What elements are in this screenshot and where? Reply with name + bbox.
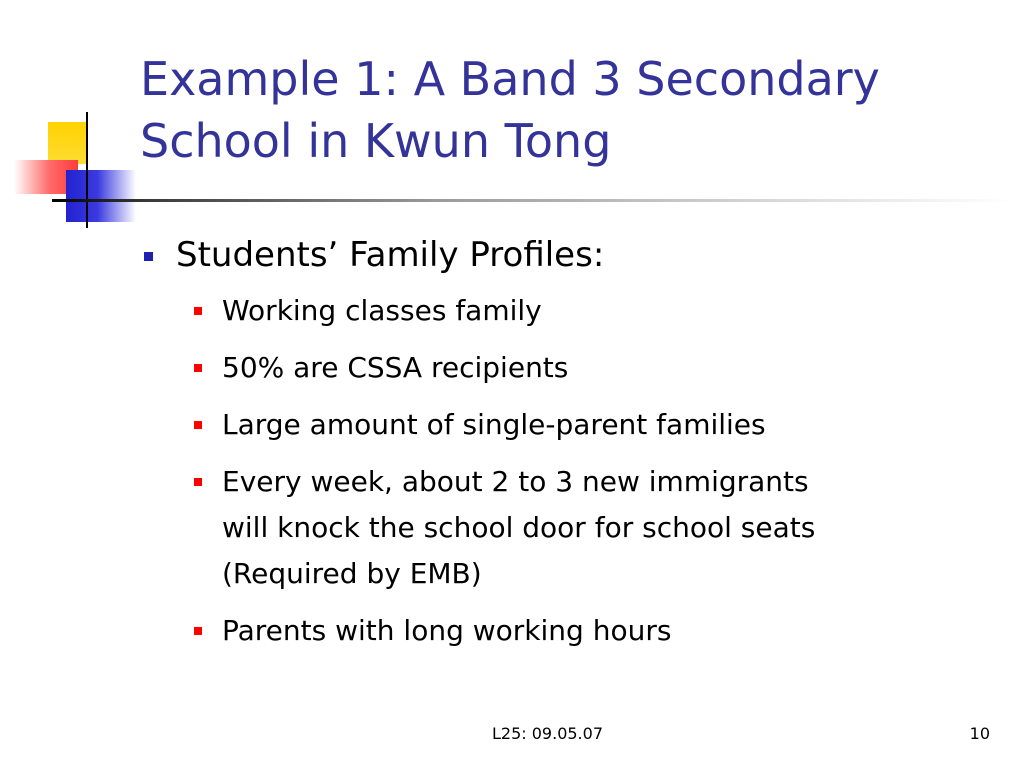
sub-bullet-item (222, 402, 1000, 448)
sub-bullet-text: Working classes family (222, 294, 542, 327)
slide-body (140, 232, 1000, 665)
slide-title-line-1: Example 1: A Band 3 Secondary (140, 52, 880, 106)
red-square-bullet-icon (194, 421, 202, 429)
sub-bullet-item (222, 288, 1000, 334)
title-underline-rule (52, 199, 1012, 202)
sub-bullet-item (222, 608, 1000, 654)
slide-title-line-2: School in Kwun Tong (140, 114, 612, 168)
slide-title (140, 48, 1000, 172)
slide-page-number: 10 (969, 724, 990, 743)
sub-bullet-text: Large amount of single-parent families (222, 408, 766, 441)
sub-bullet-item (222, 459, 1000, 597)
red-square-bullet-icon (194, 627, 202, 635)
sub-bullet-item (222, 345, 1000, 391)
red-square-bullet-icon (194, 478, 202, 486)
square-bullet-icon (144, 252, 153, 261)
sub-bullet-list (140, 288, 1000, 654)
sub-bullet-text: 50% are CSSA recipients (222, 351, 569, 384)
footer-date-label: L25: 09.05.07 (492, 724, 603, 743)
decorative-yellow-square (48, 122, 86, 164)
sub-bullet-text-line-2: will knock the school door for school seats (222, 511, 816, 544)
sub-bullet-text-line-3: (Required by EMB) (222, 557, 482, 590)
sub-bullet-text-line-1: Every week, about 2 to 3 new immigrants (222, 465, 809, 498)
red-square-bullet-icon (194, 364, 202, 372)
sub-bullet-text: Parents with long working hours (222, 614, 672, 647)
red-square-bullet-icon (194, 307, 202, 315)
bullet-family-profiles (140, 232, 1000, 278)
decorative-vertical-line (86, 112, 88, 228)
bullet-family-profiles-text: Students’ Family Profiles: (176, 235, 605, 275)
decorative-blue-gradient-block (66, 170, 136, 222)
